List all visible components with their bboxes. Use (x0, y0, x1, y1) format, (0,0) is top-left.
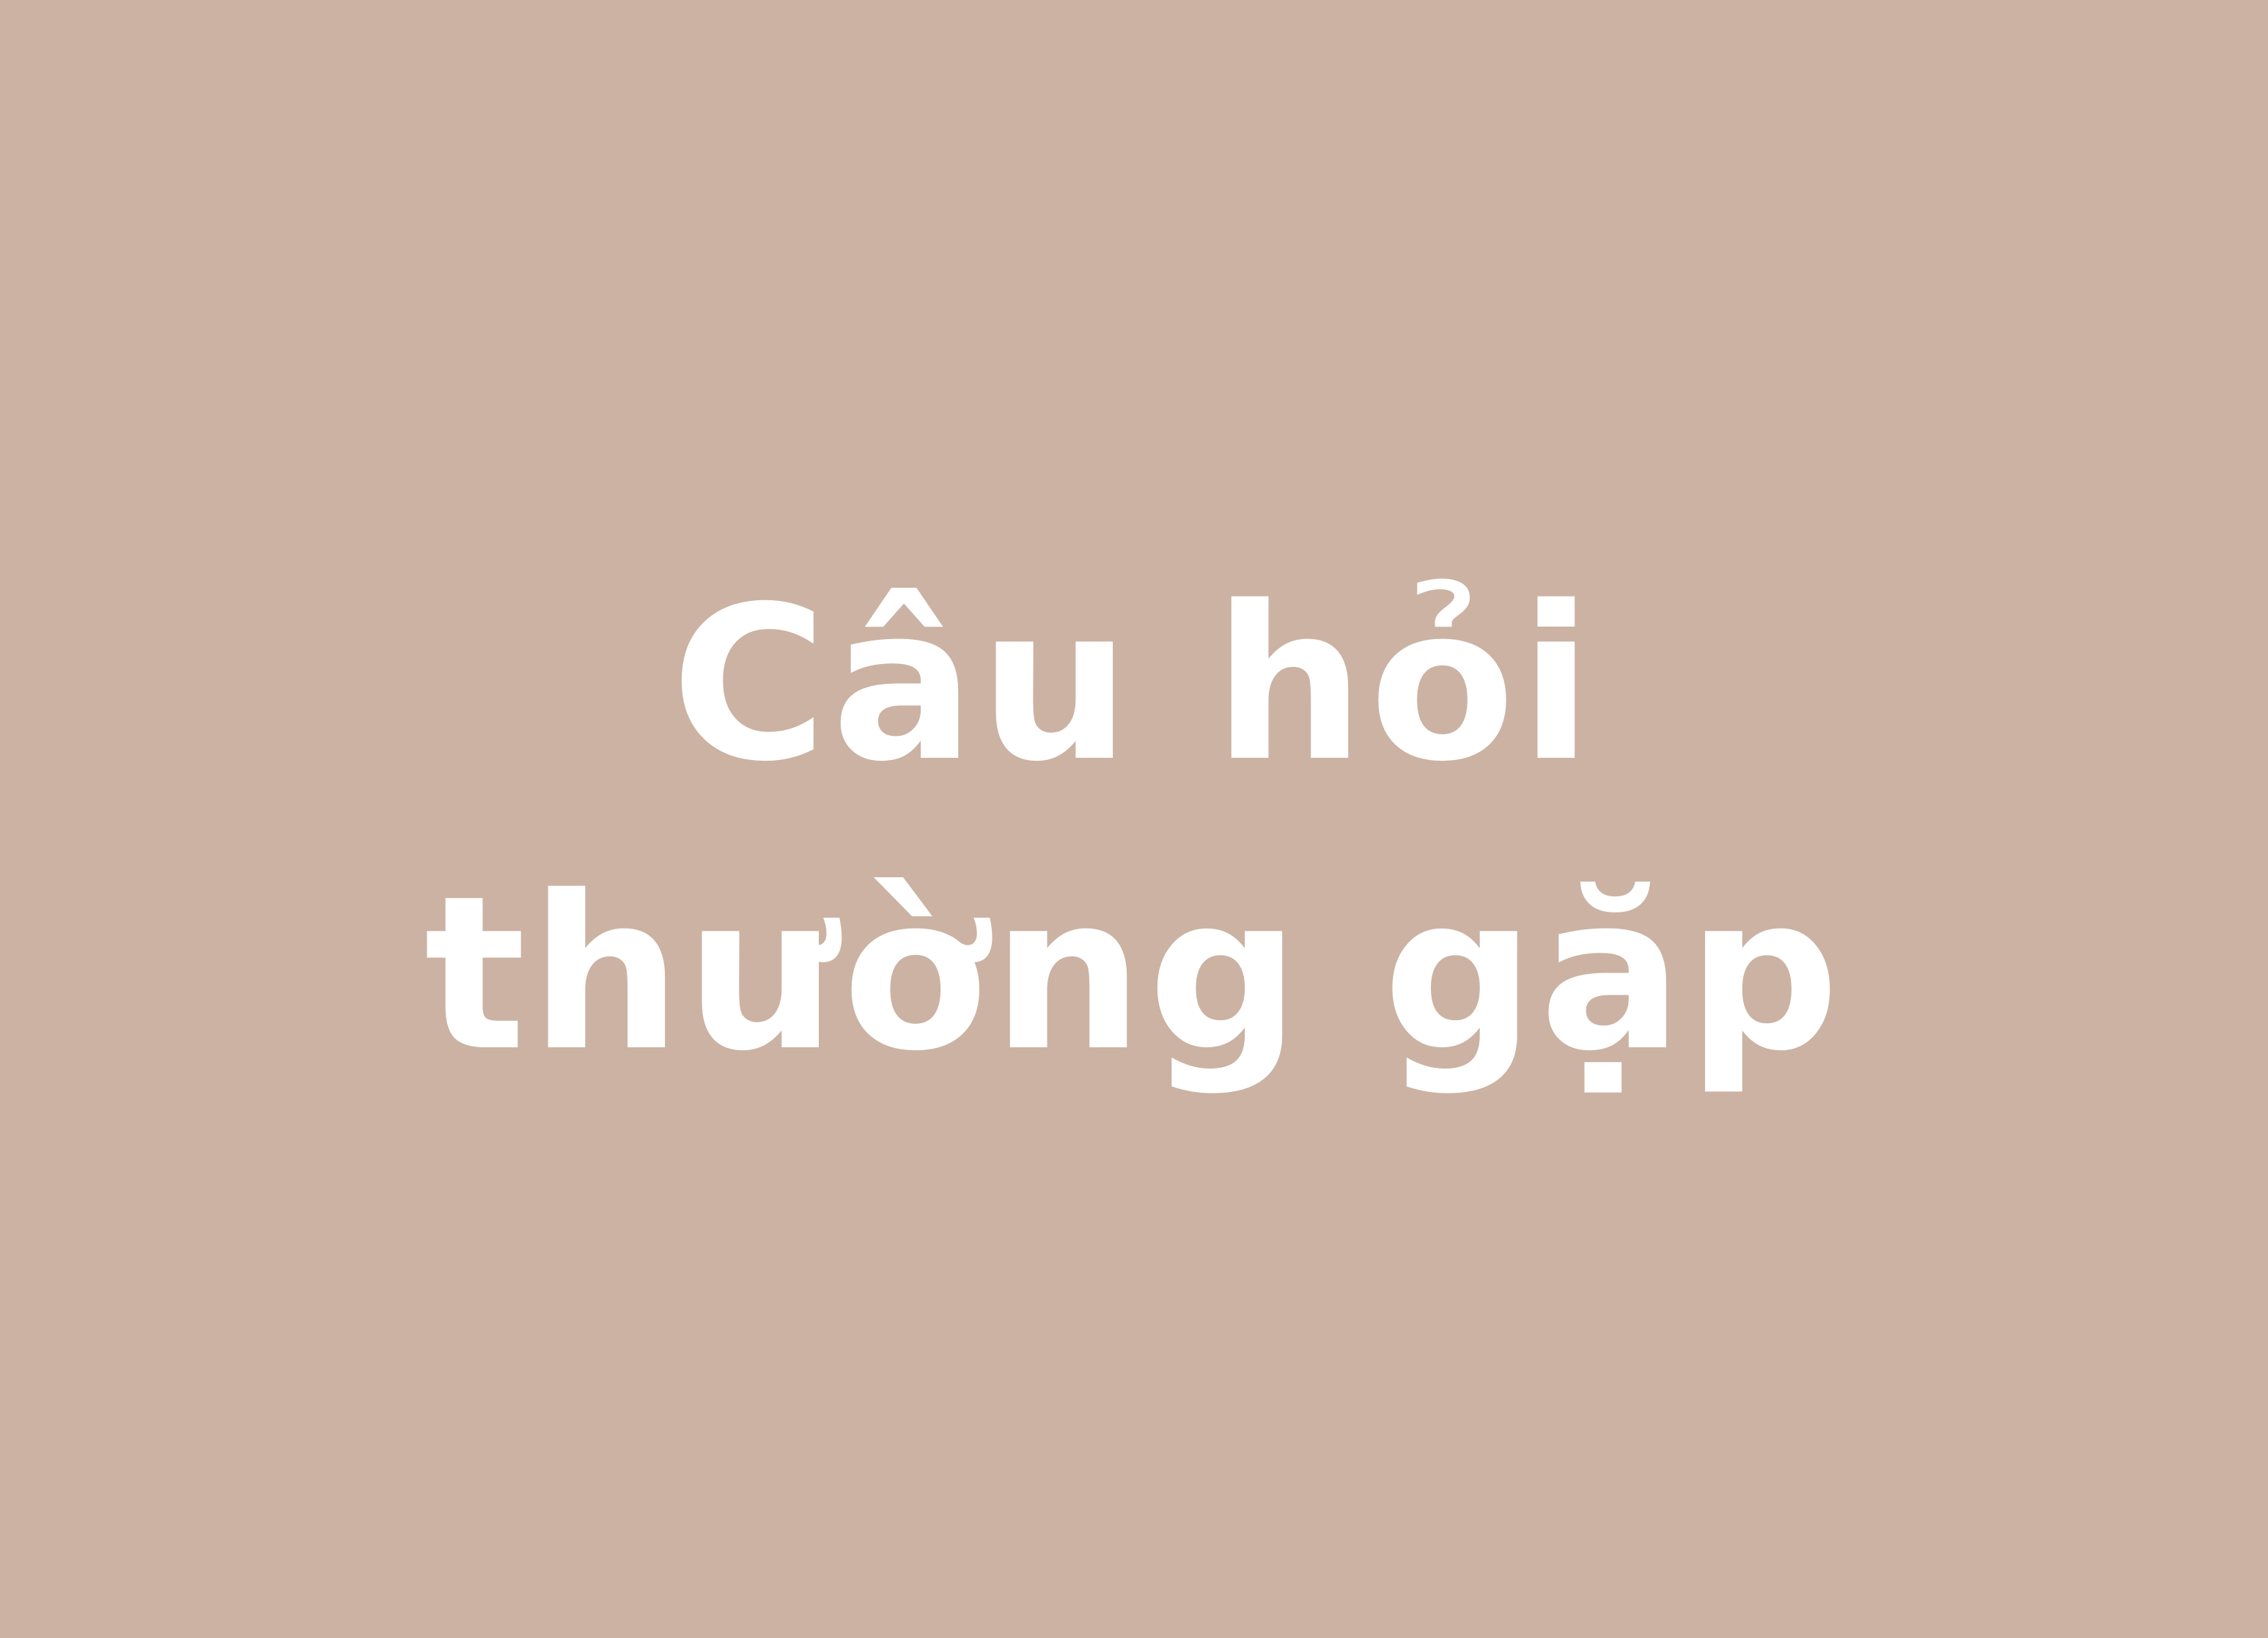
heading-line-1: Câu hỏi (671, 561, 1597, 808)
heading-line-2: thường gặp (424, 851, 1844, 1098)
